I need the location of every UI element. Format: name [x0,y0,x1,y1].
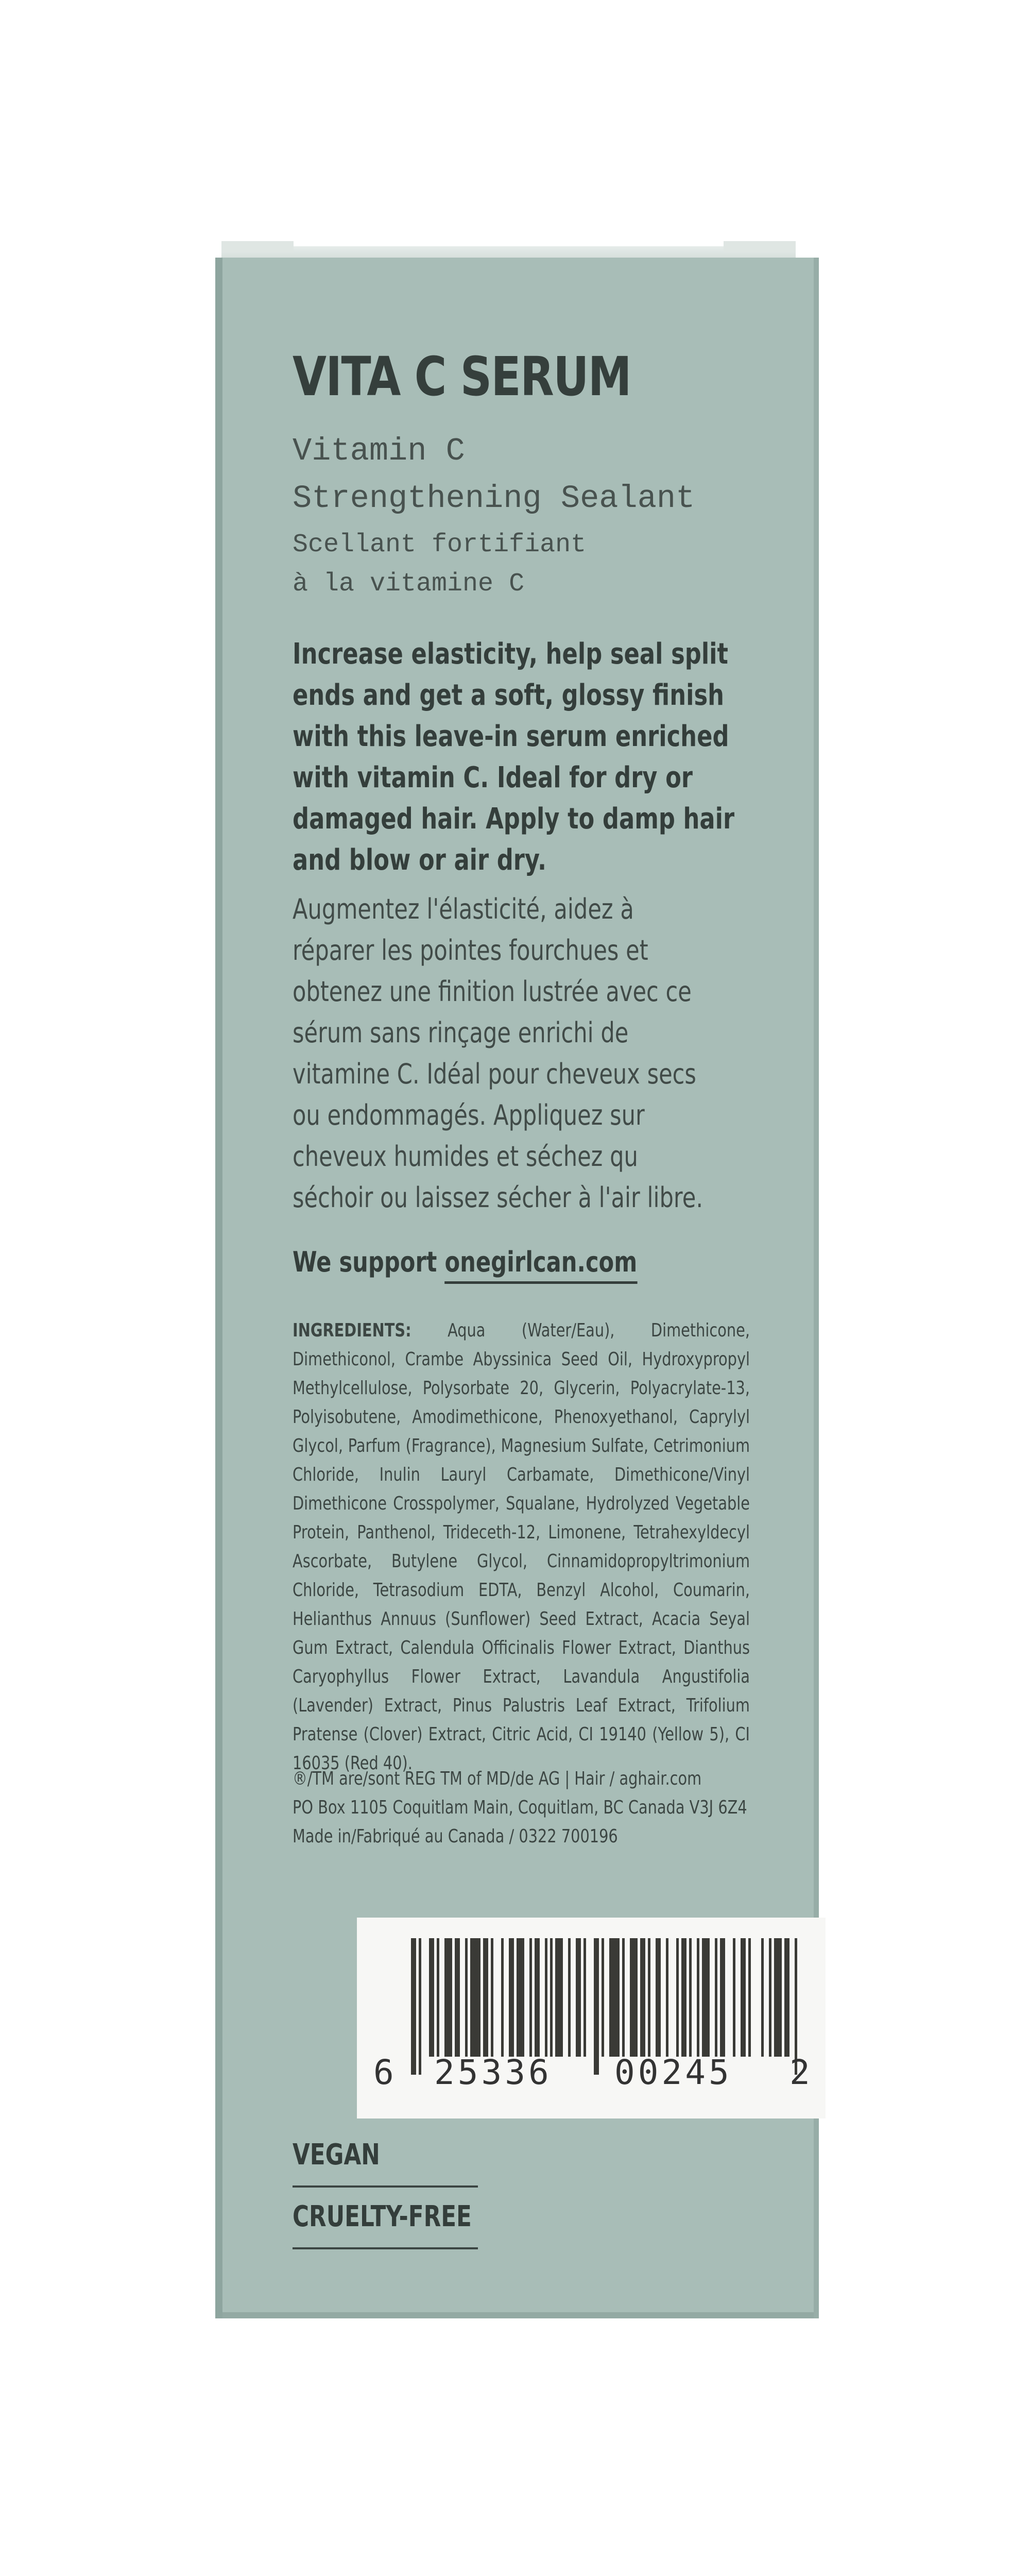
barcode-bar [622,1938,625,2057]
barcode-bar [419,1938,421,2075]
support-prefix: We support [293,1246,445,1278]
barcode-bar [583,1938,586,2057]
barcode-check-digit: 2 [789,2053,813,2092]
barcode-bar [784,1938,789,2057]
product-subtitle-fr: Scellant fortifiant à la vitamine C [293,530,587,599]
ingredients-label: INGREDIENTS: [293,1320,411,1341]
barcode-bar [509,1938,514,2057]
barcode-bar [545,1938,547,2057]
barcode-bar [594,1938,599,2075]
flap-tab-left [221,241,294,252]
barcode-panel [357,1918,826,2119]
flap-tab-right [724,241,796,252]
barcode-bar [444,1938,452,2057]
support-line [293,1246,637,1278]
barcode-bar [411,1938,416,2075]
claim-vegan-rule [293,2185,478,2188]
barcode-bar [720,1938,725,2057]
barcode-bar [656,1938,661,2057]
barcode-bar [429,1938,434,2057]
barcode-bar [465,1938,468,2057]
ingredients-list: Aqua (Water/Eau), Dimethicone, Dimethiconol, Crambe Abyssinica Seed Oil, Hydroxypropyl Methylcellulose, Polysorbate 20, Glycerin, Polyacrylate-13, Polyisobutene, Amodimethicone, Phenoxyethanol, Caprylyl Glycol, Parfum (Fragrance), Magnesium Sulfate, Cetrimonium Chloride, Inulin Lauryl Carbamate, Dimethicone/Vinyl Dimethicone Crosspolymer, Squalane, Hydrolyzed Vegetable Protein, Panthenol, Trideceth-12, Limonene, Tetrahexyldecyl Ascorbate, Butylene Glycol, Cinnamidopropyltrimonium Chloride, Tetrasodium EDTA, Benzyl Alcohol, Coumarin, Helianthus Annuus (Sunflower) Seed Extract, Acacia Seyal Gum Extract, Calendula Officinalis Flower Extract, Dianthus Caryophyllus Flower Extract, Lavandula Angustifolia (Lavender) Extract, Pinus Palustris Leaf Extract, Trifolium Pratense (Clover) Extract, Citric Acid, CI 19140 (Yellow 5), CI 16035 (Red 40). [293,1320,750,1774]
barcode-bar [715,1938,717,2057]
barcode-bar [689,1938,692,2057]
legal-text: ®/TM are/sont REG TM of MD/de AG | Hair / aghair.com PO Box 1105 Coquitlam Main, Coquitlam, BC Canada V3J 6Z4 Made in/Fabriqué au Canada / 0322 700196 [293,1768,747,1847]
barcode-bar [455,1938,460,2057]
barcode-bar [676,1938,679,2057]
barcode-bar [640,1938,645,2057]
barcode-bar [535,1938,540,2057]
barcode-first-digit: 6 [373,2053,397,2092]
barcode-bar [568,1938,571,2057]
barcode-bar [630,1938,638,2057]
barcode-bar [609,1938,620,2057]
barcode-bar [733,1938,735,2057]
barcode-bar [517,1938,524,2057]
barcode-bar [769,1938,771,2057]
barcode-bar [741,1938,746,2057]
barcode-bar [483,1938,488,2057]
barcode-bar [681,1938,686,2057]
barcode-bar [529,1938,532,2057]
barcode-bar [702,1938,710,2057]
product-subtitle-en: Vitamin C Strengthening Sealant [293,433,695,517]
description-en: Increase elasticity, help seal split ends and get a soft, glossy finish with this leave-in serum enriched with vitamin C. Ideal for dry or damaged hair. Apply to damp hair and blow or air dry. [293,637,735,877]
product-title: VITA C SERUM [293,345,631,408]
support-link[interactable]: onegirlcan.com [444,1246,637,1284]
claim-cruelty-free-rule [293,2247,478,2249]
barcode-bar [666,1938,668,2057]
barcode-bar [748,1938,751,2057]
barcode-image [357,1918,826,2119]
barcode-bar [697,1938,699,2057]
barcode-bar [555,1938,563,2057]
barcode-bar [576,1938,581,2057]
barcode-bar [550,1938,553,2057]
barcode-bar [648,1938,650,2057]
barcode-bar [501,1938,504,2057]
barcode-bar [470,1938,480,2057]
barcode-bar [761,1938,764,2057]
barcode-left-digits: 25336 [434,2053,552,2092]
ingredients-block [293,1316,750,1778]
product-box [215,258,819,2318]
barcode-bar [602,1938,604,2057]
claim-cruelty-free: CRUELTY-FREE [293,2200,472,2233]
description-fr: Augmentez l'élasticité, aidez à réparer les pointes fourchues et obtenez une finition lustrée avec ce sérum sans rinçage enrichi de vitamine C. Idéal pour cheveux secs ou endommagés. Appliquez sur cheveux humides et séchez qu séchoir ou laissez sécher à l'air libre. [293,893,703,1214]
barcode-bar [491,1938,493,2057]
barcode-bar [437,1938,439,2057]
barcode-right-digits: 00245 [614,2053,732,2092]
claim-vegan: VEGAN [293,2138,380,2172]
barcode-bar [774,1938,782,2057]
